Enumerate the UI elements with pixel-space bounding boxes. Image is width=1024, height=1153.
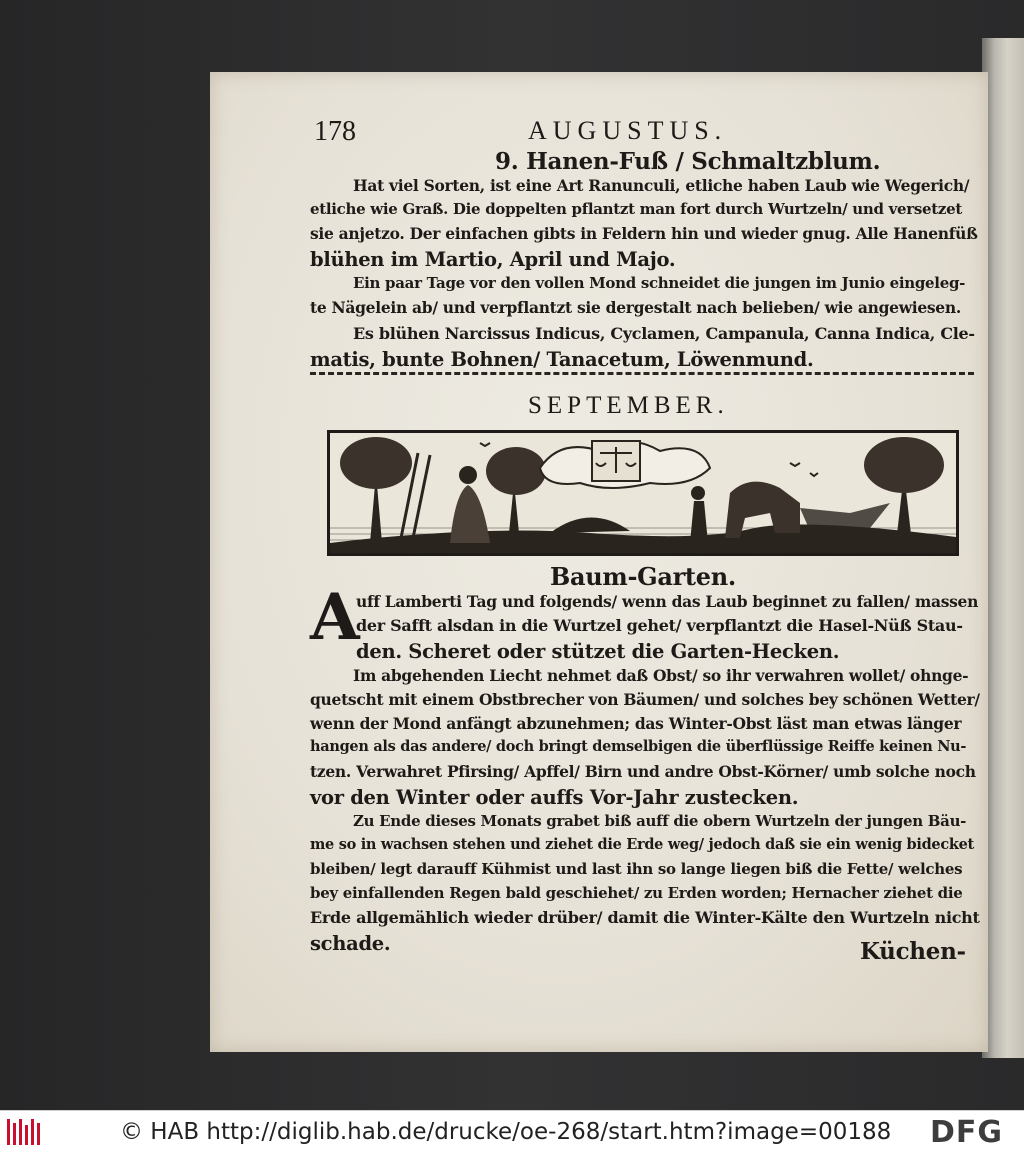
text-line: matis, bunte Bohnen/ Tanacetum, Löwenmund. bbox=[310, 348, 814, 371]
section-title: SEPTEMBER. bbox=[528, 392, 729, 419]
section-divider bbox=[310, 372, 974, 375]
sub-heading: Baum-Garten. bbox=[550, 562, 736, 591]
text-line: wenn der Mond anfängt abzunehmen; das Winter-Obst läst man etwas länger bbox=[310, 714, 962, 733]
footer-bar bbox=[0, 1110, 1024, 1153]
text-line: quetscht mit einem Obstbrecher von Bäumen/ und solches bey schönen Wetter/ bbox=[310, 690, 980, 709]
item-heading: 9. Hanen-Fuß / Schmaltzblum. bbox=[495, 148, 881, 175]
text-line: Im abgehenden Liecht nehmet daß Obst/ so ihr verwahren wollet/ ohnge- bbox=[353, 666, 969, 685]
text-line: der Safft alsdan in die Wurtzel gehet/ verpflantzt die Hasel-Nüß Stau- bbox=[356, 616, 963, 635]
text-line: Ein paar Tage vor den vollen Mond schneidet die jungen im Junio eingeleg- bbox=[353, 274, 966, 292]
book-page bbox=[210, 72, 988, 1052]
text-line: Erde allgemählich wieder drüber/ damit die Winter-Kälte den Wurtzeln nicht bbox=[310, 908, 980, 927]
text-line: bey einfallenden Regen bald geschiehet/ zu Erden worden; Hernacher ziehet die bbox=[310, 884, 963, 902]
page-number: 178 bbox=[314, 116, 356, 147]
text-line: bleiben/ legt darauff Kühmist und last ihn so lange liegen biß die Fette/ welches bbox=[310, 860, 963, 878]
text-line: etliche wie Graß. Die doppelten pflantzt man fort durch Wurtzeln/ und versetzet bbox=[310, 200, 962, 218]
woodcut-illustration bbox=[327, 430, 959, 556]
text-line: Es blühen Narcissus Indicus, Cyclamen, Campanula, Canna Indica, Cle- bbox=[353, 324, 975, 343]
woodcut-image bbox=[330, 433, 956, 553]
text-line: vor den Winter oder auffs Vor-Jahr zustecken. bbox=[310, 786, 799, 809]
text-line: tzen. Verwahret Pfirsing/ Apffel/ Birn und andre Obst-Körner/ umb solche noch bbox=[310, 762, 976, 781]
adjacent-page-edge bbox=[982, 38, 1024, 1058]
text-line: den. Scheret oder stützet die Garten-Hecken. bbox=[356, 640, 840, 663]
hab-logo-icon bbox=[6, 1117, 44, 1147]
text-line: Hat viel Sorten, ist eine Art Ranunculi, etliche haben Laub wie Wegerich/ bbox=[353, 176, 970, 195]
catchword: Küchen- bbox=[860, 938, 966, 965]
text-line: sie anjetzo. Der einfachen gibts in Feldern hin und wieder gnug. Alle Hanenfüß bbox=[310, 224, 978, 243]
text-line: te Nägelein ab/ und verpflantzt sie dergestalt nach belieben/ wie angewiesen. bbox=[310, 298, 961, 317]
text-line: blühen im Martio, April und Majo. bbox=[310, 248, 676, 271]
footer-copyright-link[interactable]: © HAB http://diglib.hab.de/drucke/oe-268/start.htm?image=00188 bbox=[120, 1119, 892, 1145]
text-line: hangen als das andere/ doch bringt demselbigen die überflüssige Reiffe keinen Nu- bbox=[310, 738, 967, 755]
text-line: uff Lamberti Tag und folgends/ wenn das Laub beginnet zu fallen/ massen bbox=[356, 592, 979, 611]
dfg-logo: DFG bbox=[930, 1115, 1004, 1150]
text-line: schade. bbox=[310, 932, 391, 955]
running-head: AUGUSTUS. bbox=[528, 116, 728, 145]
drop-cap: A bbox=[310, 580, 360, 655]
text-line: Zu Ende dieses Monats grabet biß auff die obern Wurtzeln der jungen Bäu- bbox=[353, 812, 967, 830]
text-line: me so in wachsen stehen und ziehet die Erde weg/ jedoch daß sie ein wenig bidecket bbox=[310, 836, 974, 853]
